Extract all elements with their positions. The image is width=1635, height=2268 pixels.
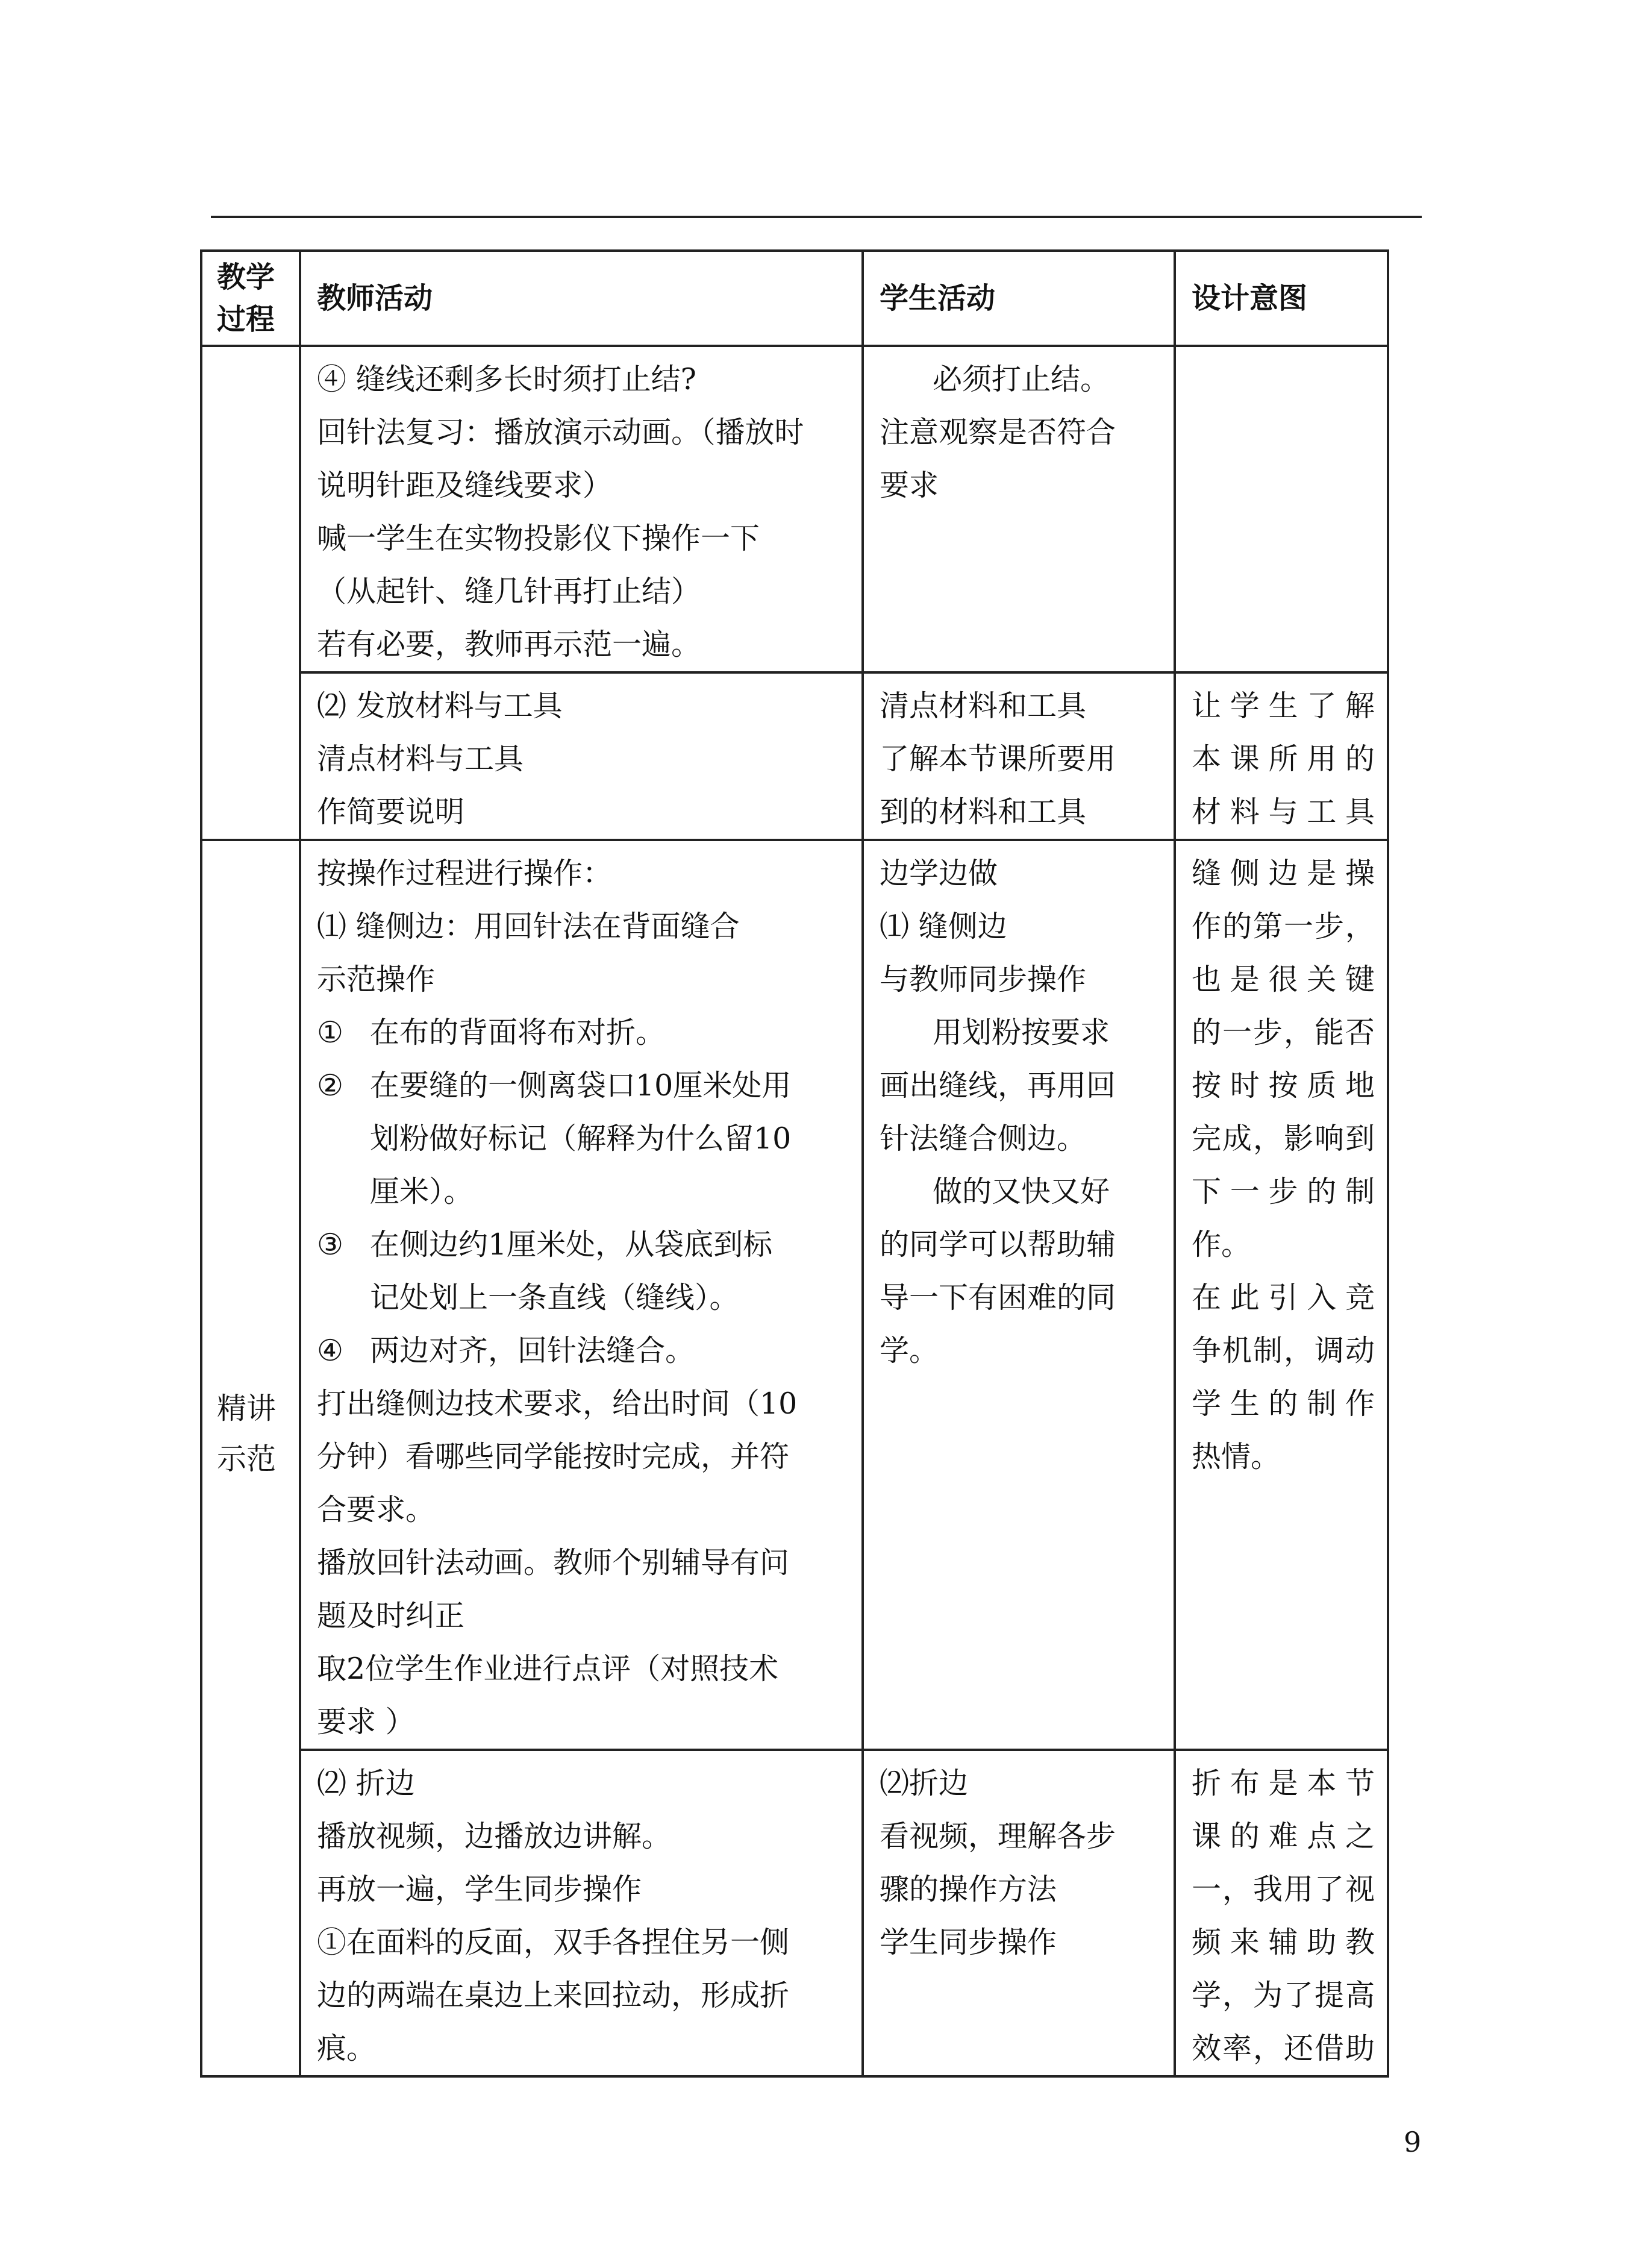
teacher-line: 示范操作 (317, 962, 436, 997)
intent-line: 完成，影响到 (1192, 1121, 1375, 1156)
intent-line: 本课所用的 (1192, 742, 1375, 776)
intent-cell (1175, 840, 1388, 1750)
intent-line: 争机制，调动 (1192, 1333, 1375, 1368)
teacher-line: 要求 ） (317, 1705, 415, 1739)
teacher-line: 按操作过程进行操作： (317, 856, 613, 891)
teacher-line: 打出缝侧边技术要求，给出时间（10 (317, 1386, 798, 1421)
student-line: 的同学可以帮助辅 (880, 1227, 1116, 1262)
teacher-cell (300, 1750, 863, 2076)
header-student: 学生活动 (863, 251, 1175, 346)
teacher-line: 两边对齐，回针法缝合。 (370, 1333, 695, 1368)
student-line: 导一下有困难的同 (880, 1280, 1116, 1315)
teacher-line: 题及时纠正 (317, 1599, 465, 1633)
student-cell (863, 840, 1175, 1750)
intent-line: 作的第一步， (1192, 909, 1375, 944)
student-line: ⑵折边 (880, 1766, 969, 1800)
student-line: 清点材料和工具 (880, 689, 1087, 723)
intent-cell (1175, 346, 1388, 672)
student-line: 针法缝合侧边。 (880, 1121, 1087, 1156)
intent-cell (1175, 1750, 1388, 2076)
student-line: 要求 (880, 468, 939, 503)
intent-line: 热情。 (1192, 1439, 1281, 1474)
intent-line: 一，我用了视 (1192, 1872, 1375, 1906)
process-label: 精讲示范 (217, 1391, 277, 1476)
page-number: 9 (1404, 2126, 1422, 2158)
student-line: 边学边做 (880, 856, 998, 891)
student-line: 学。 (880, 1333, 939, 1368)
table-row (201, 840, 1388, 1750)
intent-line: 按时按质地 (1192, 1068, 1375, 1103)
student-cell (863, 346, 1175, 672)
teacher-line: 再放一遍，学生同步操作 (317, 1872, 642, 1906)
teacher-line: 痕。 (317, 2031, 377, 2066)
teacher-line: ④ 缝线还剩多长时须打止结? (317, 362, 696, 396)
teacher-line: 作简要说明 (317, 795, 465, 829)
teacher-line: 若有必要，教师再示范一遍。 (317, 627, 701, 662)
header-process: 教学过程 (201, 251, 300, 346)
student-line: 骤的操作方法 (880, 1872, 1057, 1906)
intent-line: 效率，还借助 (1192, 2031, 1375, 2066)
intent-line: 学，为了提高 (1192, 1978, 1375, 2013)
teacher-line: ⑵ 折边 (317, 1766, 415, 1800)
process-cell-empty (201, 346, 300, 840)
table-row (201, 346, 1388, 672)
teacher-line: 在布的背面将布对折。 (370, 1015, 666, 1050)
intent-line: 的一步，能否 (1192, 1015, 1375, 1050)
process-cell (201, 840, 300, 2076)
intent-line: 也是很关键 (1192, 962, 1375, 997)
teacher-cell (300, 346, 863, 672)
header-rule (211, 216, 1422, 218)
intent-cell (1175, 672, 1388, 840)
intent-line: 学生的制作 (1192, 1386, 1375, 1421)
teacher-cell (300, 672, 863, 840)
teacher-line: 回针法复习：播放演示动画。（播放时 (317, 415, 804, 450)
teacher-line: 记处划上一条直线（缝线）。 (370, 1280, 739, 1315)
teacher-line: （从起针、缝几针再打止结） (317, 574, 701, 609)
teacher-line: 分钟）看哪些同学能按时完成，并符 (317, 1439, 790, 1474)
student-line: 与教师同步操作 (880, 962, 1087, 997)
student-cell (863, 672, 1175, 840)
intent-line: 在此引入竞 (1192, 1280, 1375, 1315)
student-line: 做的又快又好 (933, 1174, 1110, 1209)
intent-line: 下一步的制 (1192, 1174, 1375, 1209)
teacher-line: ⑴ 缝侧边：用回针法在背面缝合 (317, 909, 740, 944)
teacher-line: 在要缝的一侧离袋口10厘米处用 (370, 1068, 792, 1103)
teacher-line: 播放视频，边播放边讲解。 (317, 1819, 672, 1853)
table-row (201, 672, 1388, 840)
teacher-line: 喊一学生在实物投影仪下操作一下 (317, 521, 760, 556)
intent-line: 折布是本节 (1192, 1766, 1375, 1800)
teacher-line: 说明针距及缝线要求） (317, 468, 613, 503)
table-header-row (201, 251, 1388, 346)
student-line: 必须打止结。 (933, 362, 1110, 396)
teacher-line: 在侧边约1厘米处，从袋底到标 (370, 1227, 773, 1262)
teacher-line: 播放回针法动画。教师个别辅导有问 (317, 1546, 790, 1580)
student-line: ⑴ 缝侧边 (880, 909, 1007, 944)
teacher-line: 划粉做好标记（解释为什么留10 (370, 1121, 792, 1156)
teacher-line: ⑵ 发放材料与工具 (317, 689, 563, 723)
step-number: ④ (317, 1333, 343, 1368)
teacher-line: 合要求。 (317, 1493, 436, 1527)
step-number: ① (317, 1015, 343, 1050)
header-intent: 设计意图 (1175, 251, 1388, 346)
student-line: 画出缝线，再用回 (880, 1068, 1116, 1103)
intent-line: 作。 (1192, 1227, 1251, 1262)
intent-line: 课的难点之 (1192, 1819, 1375, 1853)
step-number: ② (317, 1068, 343, 1103)
teacher-line: 取2位学生作业进行点评（对照技术 (317, 1652, 779, 1686)
teacher-line: 清点材料与工具 (317, 742, 524, 776)
student-line: 学生同步操作 (880, 1925, 1057, 1959)
header-teacher: 教师活动 (300, 251, 863, 346)
student-cell (863, 1750, 1175, 2076)
student-line: 注意观察是否符合 (880, 415, 1116, 450)
student-line: 了解本节课所要用 (880, 742, 1116, 776)
intent-line: 频来辅助教 (1192, 1925, 1375, 1959)
intent-line: 缝侧边是操 (1192, 856, 1375, 891)
lesson-plan-table (200, 249, 1389, 2078)
student-line: 到的材料和工具 (880, 795, 1087, 829)
teacher-line: 边的两端在桌边上来回拉动，形成折 (317, 1978, 790, 2013)
teacher-line: ①在面料的反面，双手各捏住另一侧 (317, 1925, 790, 1959)
teacher-line: 厘米）。 (370, 1174, 474, 1209)
intent-line: 让学生了解 (1192, 689, 1375, 723)
student-line: 看视频，理解各步 (880, 1819, 1116, 1853)
table-row (201, 1750, 1388, 2076)
student-line: 用划粉按要求 (933, 1015, 1110, 1050)
teacher-cell (300, 840, 863, 1750)
intent-line: 材料与工具 (1192, 795, 1375, 829)
step-number: ③ (317, 1227, 343, 1262)
